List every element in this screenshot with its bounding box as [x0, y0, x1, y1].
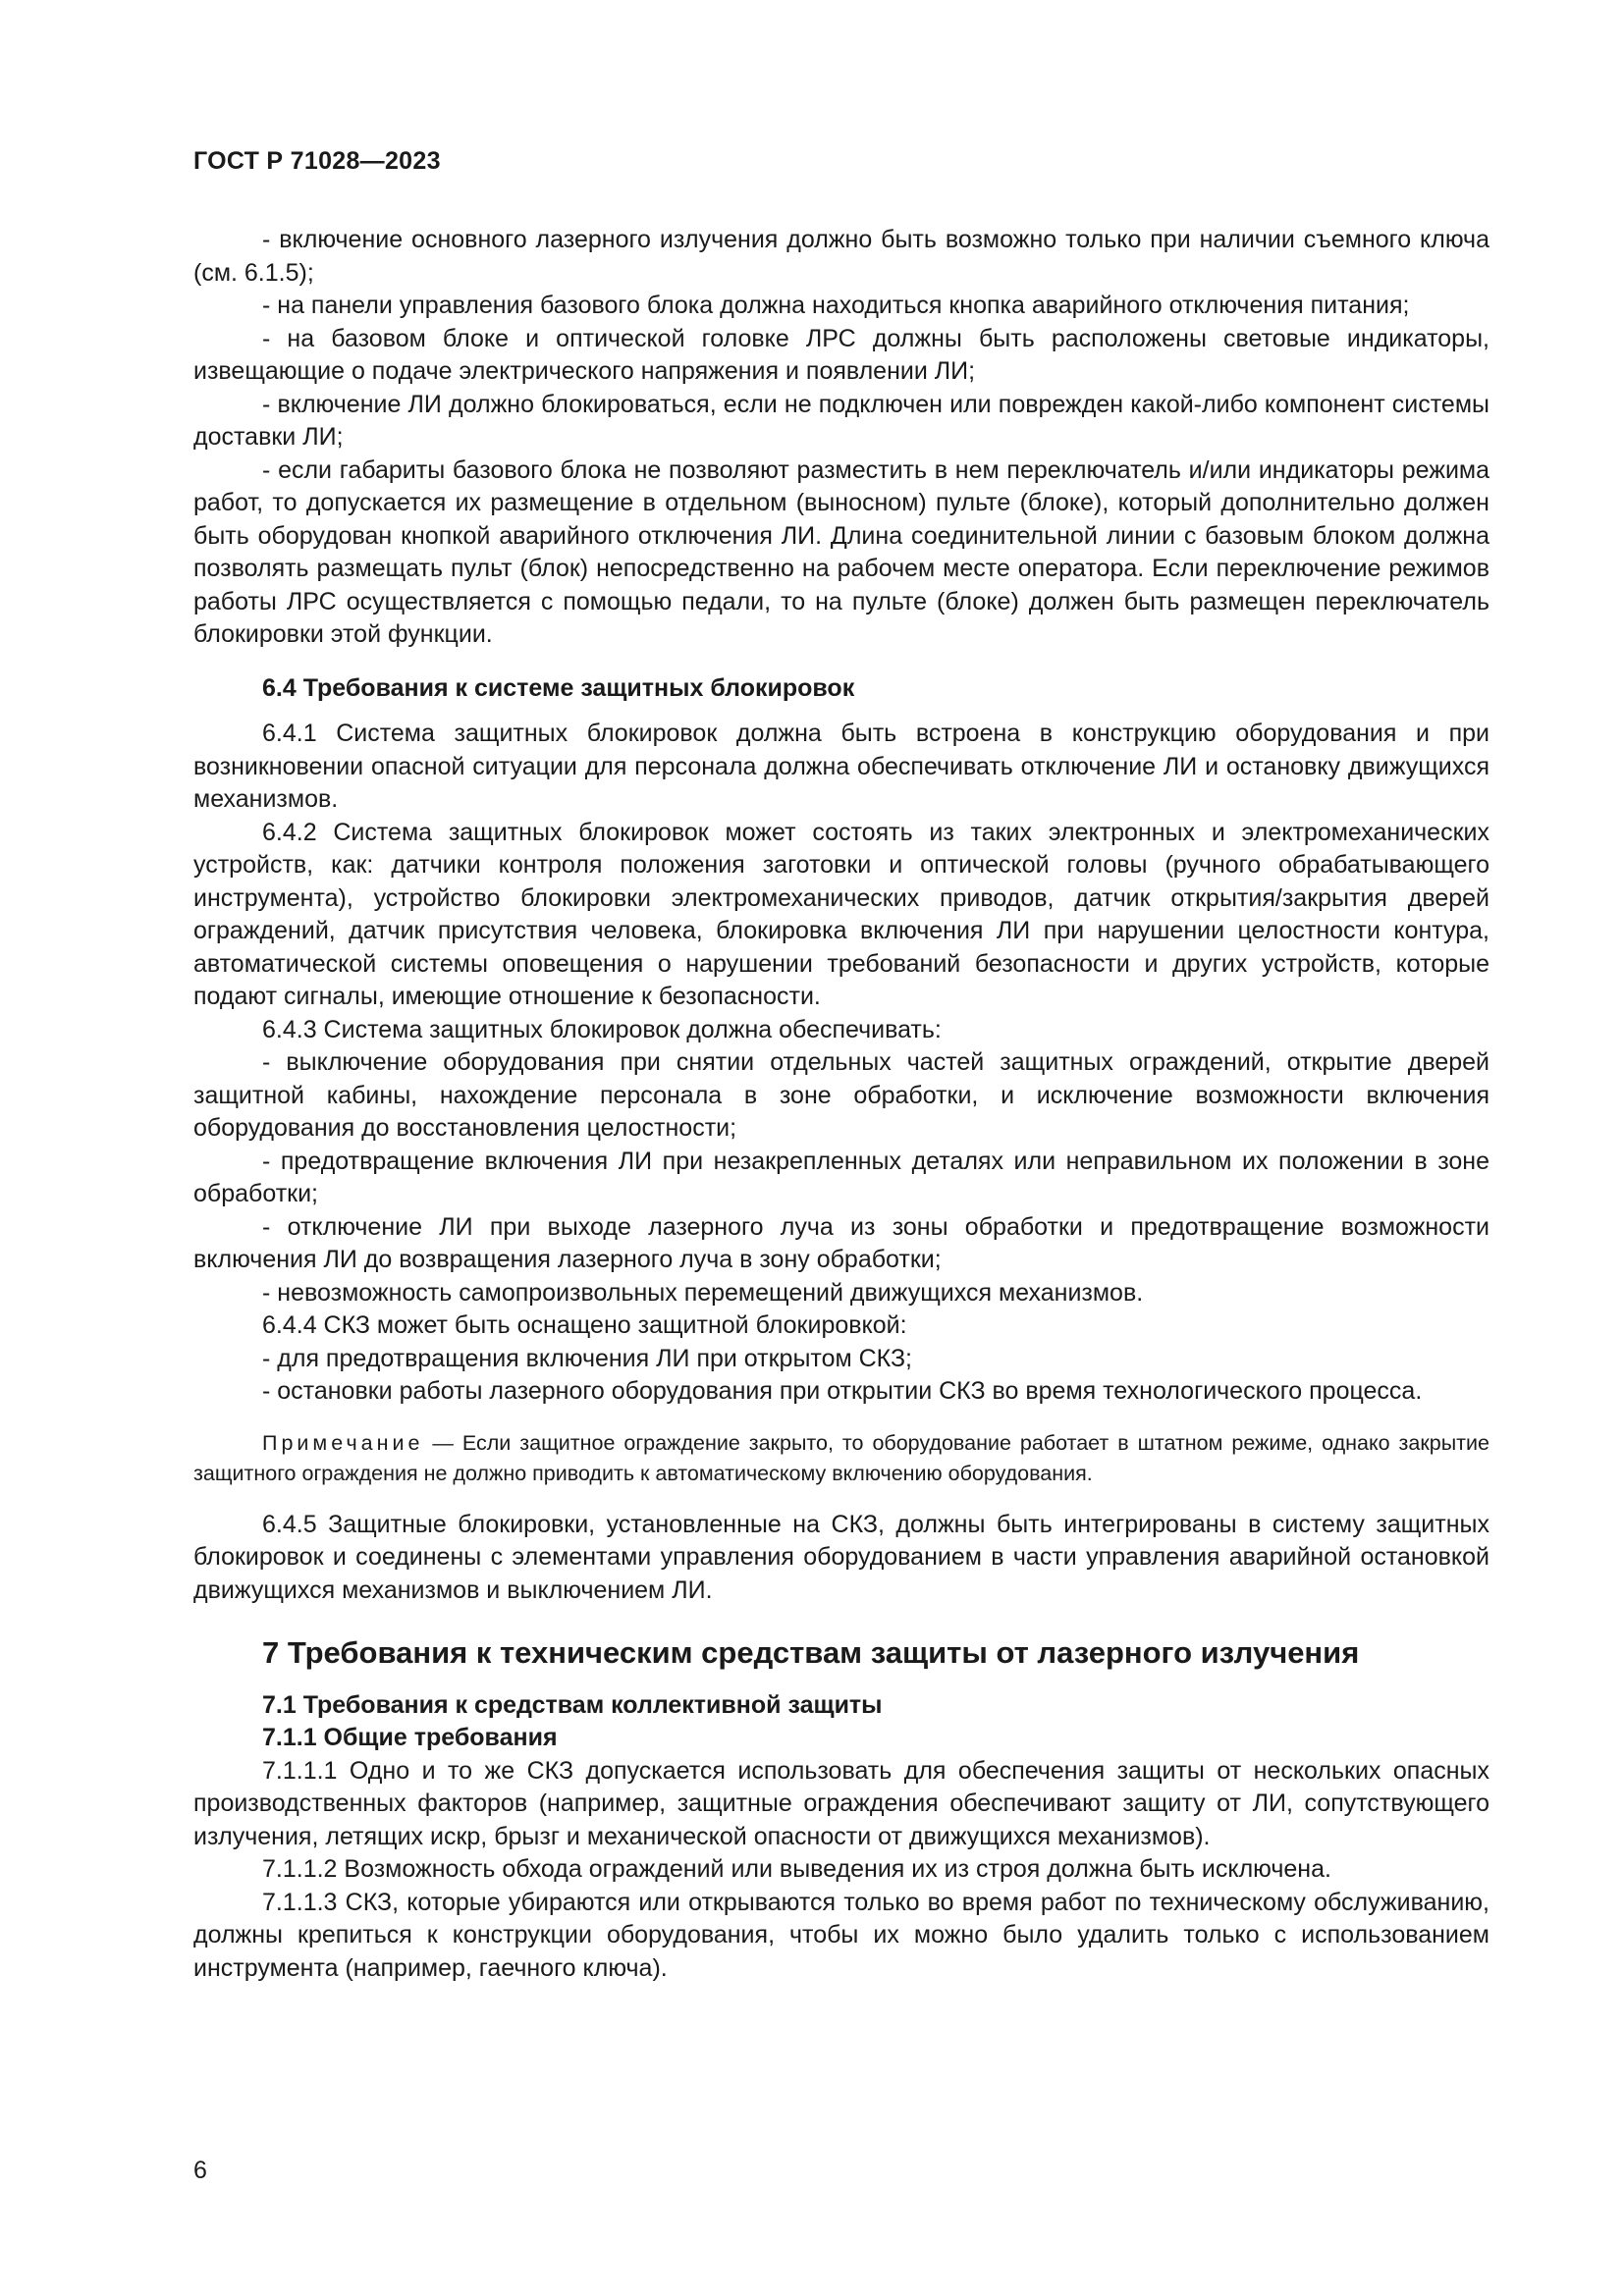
list-item: - выключение оборудования при снятии отдельных частей защитных ограждений, открытие дверей защитной кабины, нахождение персонала в зоне обработки, и исключение возможности включения оборудования до восстановления целостности; [193, 1048, 1489, 1142]
paragraph-6-4-3: 6.4.3 Система защитных блокировок должна обеспечивать: [262, 1015, 942, 1043]
section-heading-7-1: 7.1 Требования к средствам коллективной защиты [262, 1690, 883, 1719]
paragraph-6-4-2: 6.4.2 Система защитных блокировок может состоять из таких электронных и электромеханических устройств, как: датчики контроля положения заготовки и оптической головы (ручного обрабатывающего инструмента), устройство блокировки электромеханических приводов, датчик открытия/закрытия дверей ограждений, датчик присутствия человека, блокировка включения ЛИ при нарушении целостности контура, автоматической системы оповещения о нарушении требований безопасности и других устройств, которые подают сигналы, имеющие отношение к безопасности. [193, 818, 1489, 1010]
paragraph-6-4-5: 6.4.5 Защитные блокировки, установленные на СКЗ, должны быть интегрированы в систему защитных блокировок и соединены с элементами управления оборудованием в части управления аварийной остановкой движущихся механизмов и выключением ЛИ. [193, 1510, 1489, 1604]
list-item: - если габариты базового блока не позволяют разместить в нем переключатель и/или индикаторы режима работ, то допускается их размещение в отдельном (выносном) пульте (блоке), который дополнительно должен быть оборудован кнопкой аварийного отключения ЛИ. Длина соединительной линии с базовым блоком должна позволять размещать пульт (блок) непосредственно на рабочем месте оператора. Если переключение режимов работы ЛРС осуществляется с помощью педали, то на пульте (блоке) должен быть размещен переключатель блокировки этой функции. [193, 455, 1489, 648]
list-item: - для предотвращения включения ЛИ при открытом СКЗ; [262, 1344, 912, 1372]
paragraph-6-4-1: 6.4.1 Система защитных блокировок должна быть встроена в конструкцию оборудования и при возникновении опасной ситуации для персонала должна обеспечивать отключение ЛИ и остановку движущихся механизмов. [193, 720, 1489, 813]
list-item: - на панели управления базового блока должна находиться кнопка аварийного отключения питания; [262, 292, 1410, 319]
paragraph-7-1-1-3: 7.1.1.3 СКЗ, которые убираются или открываются только во время работ по техническому обслуживанию, должны крепиться к конструкции оборудования, чтобы их можно было удалить только с использованием инструмента (например, гаечного ключа). [193, 1888, 1489, 1982]
list-item: - включение ЛИ должно блокироваться, если не подключен или поврежден какой-либо компонент системы доставки ЛИ; [193, 390, 1489, 451]
note-label: Примечание [262, 1430, 424, 1455]
paragraph-7-1-1-2: 7.1.1.2 Возможность обхода ограждений или выведения их из строя должна быть исключена. [262, 1855, 1331, 1883]
list-item: - предотвращение включения ЛИ при незакрепленных деталях или неправильном их положении в зоне обработки; [193, 1147, 1489, 1207]
paragraph-7-1-1-1: 7.1.1.1 Одно и то же СКЗ допускается использовать для обеспечения защиты от нескольких опасных производственных факторов (например, защитные ограждения обеспечивают защиту от ЛИ, сопутствующего излучения, летящих искр, брызг и механической опасности от движущихся механизмов). [193, 1756, 1489, 1850]
section-heading-6-4: 6.4 Требования к системе защитных блокировок [262, 673, 855, 702]
paragraph-6-4-4: 6.4.4 СКЗ может быть оснащено защитной блокировкой: [262, 1311, 907, 1339]
list-item: - на базовом блоке и оптической головке ЛРС должны быть расположены световые индикаторы, извещающие о подаче электрического напряжения и появлении ЛИ; [193, 324, 1489, 385]
list-item: - остановки работы лазерного оборудования при открытии СКЗ во время технологического процесса. [262, 1377, 1423, 1405]
note-text: — Если защитное ограждение закрыто, то оборудование работает в штатном режиме, однако закрытие защитного ограждения не должно приводить к автоматическому включению оборудования. [193, 1430, 1489, 1485]
list-item: - невозможность самопроизвольных перемещений движущихся механизмов. [262, 1278, 1144, 1307]
document-body [193, 224, 1489, 1985]
list-item: - включение основного лазерного излучения должно быть возможно только при наличии съемного ключа (см. 6.1.5); [193, 226, 1489, 287]
section-heading-7-1-1: 7.1.1 Общие требования [262, 1724, 558, 1751]
document-id-header: ГОСТ Р 71028—2023 [193, 147, 441, 175]
list-item: - отключение ЛИ при выходе лазерного луча из зоны обработки и предотвращение возможности включения ЛИ до возвращения лазерного луча в зону обработки; [193, 1212, 1489, 1273]
page-number: 6 [193, 2157, 207, 2184]
note [193, 1428, 1489, 1489]
section-heading-7: 7 Требования к техническим средствам защиты от лазерного излучения [262, 1635, 1360, 1670]
